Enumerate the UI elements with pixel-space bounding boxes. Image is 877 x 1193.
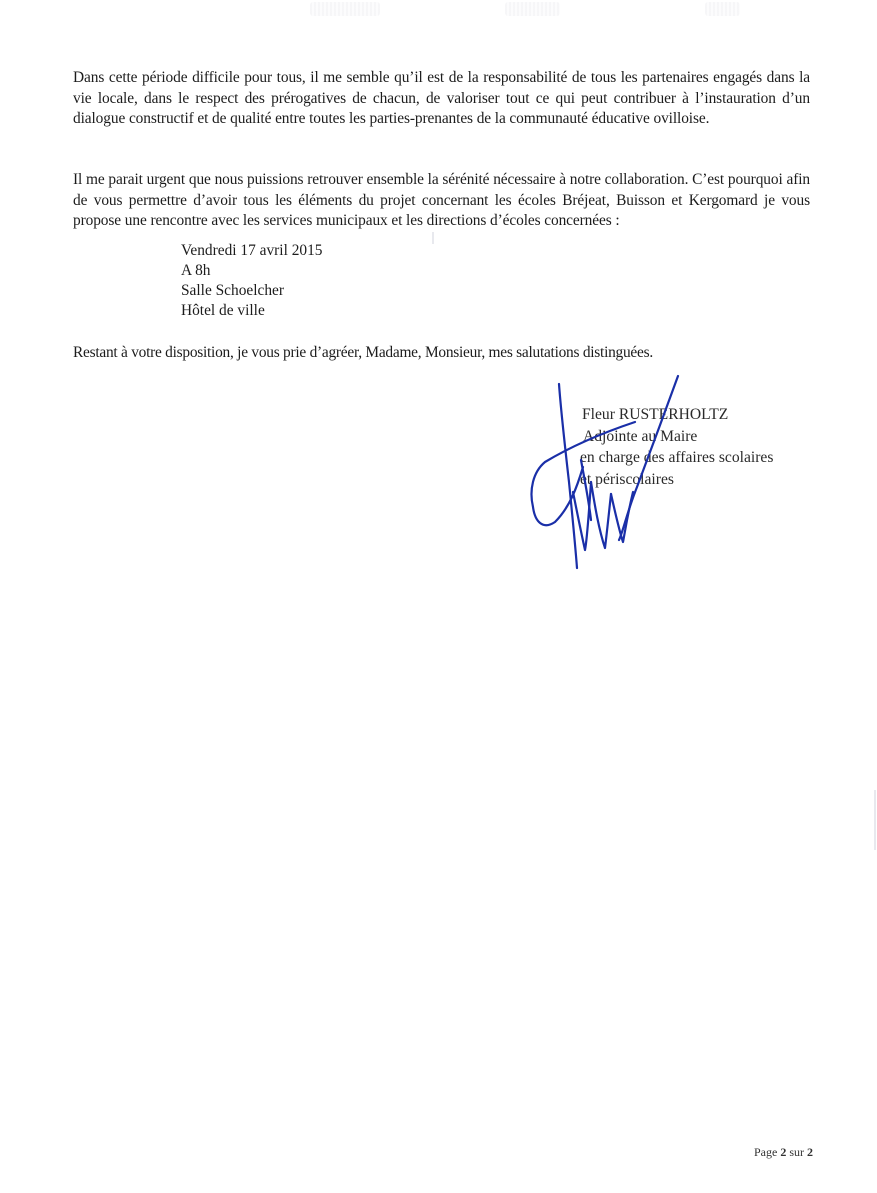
meeting-venue: Hôtel de ville xyxy=(181,302,265,319)
scan-artifact xyxy=(310,2,380,16)
scan-artifact xyxy=(432,232,434,244)
page-total: 2 xyxy=(807,1145,813,1159)
scan-artifact xyxy=(874,790,876,850)
signatory-title: Adjointe au Maire xyxy=(583,427,698,445)
meeting-time: A 8h xyxy=(181,262,211,279)
page-number xyxy=(754,1145,813,1160)
scan-artifact xyxy=(705,2,740,16)
meeting-date: Vendredi 17 avril 2015 xyxy=(181,242,323,259)
paragraph-closing: Restant à votre disposition, je vous prie d’agréer, Madame, Monsieur, mes salutations distinguées. xyxy=(73,344,653,361)
paragraph-meeting-proposal: Il me parait urgent que nous puissions retrouver ensemble la sérénité nécessaire à notre collaboration. C’est pourquoi afin de vous permettre d’avoir tous les éléments du projet concernant les écoles Bréjeat, Buisson et Kergomard je vous propose une rencontre avec les services municipaux et les directions d’écoles concernées : xyxy=(73,171,810,229)
page-current: 2 xyxy=(780,1145,787,1159)
meeting-room: Salle Schoelcher xyxy=(181,282,284,299)
signatory-title: en charge des affaires scolaires xyxy=(580,449,774,466)
scan-artifact xyxy=(505,2,560,16)
paragraph-intro: Dans cette période difficile pour tous, il me semble qu’il est de la responsabilité de tous les partenaires engagés dans la vie locale, dans le respect des prérogatives de chacun, de valoriser tout ce qui peut contribuer à l’instauration d’un dialogue constructif et de qualité entre toutes les parties-prenantes de la communauté éducative ovilloise. xyxy=(73,69,810,127)
signatory-name: Fleur RUSTERHOLTZ xyxy=(582,406,729,423)
meeting-details xyxy=(181,241,322,321)
signatory-title: et périscolaires xyxy=(580,470,674,488)
signature-block xyxy=(582,404,773,490)
page-sep: sur xyxy=(789,1145,804,1159)
page-label: Page xyxy=(754,1145,778,1159)
